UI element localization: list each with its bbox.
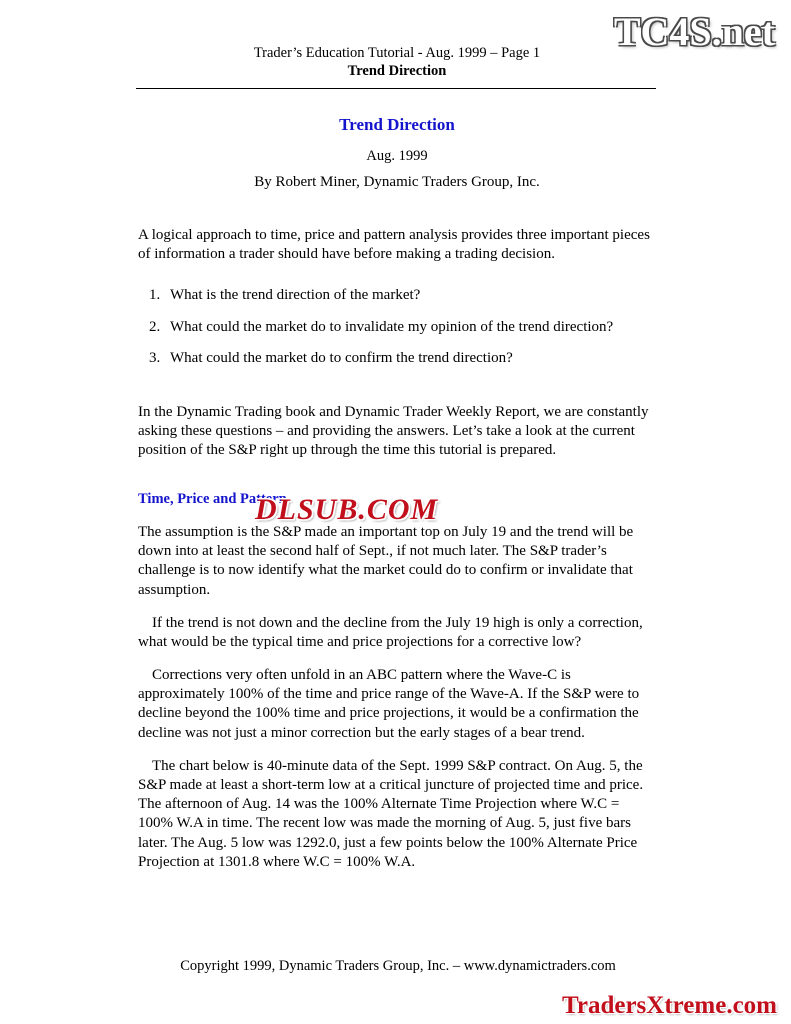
question-list [138,286,658,369]
list-item: 2. What could the market do to invalidate my opinion of the trend direction? [164,318,658,338]
watermark-dlsub: DLSUB.COM [255,493,439,526]
document-body [138,226,658,872]
after-list-paragraph: In the Dynamic Trading book and Dynamic Trader Weekly Report, we are constantly asking these questions – and providing the answers. Let’s take a look at the current position of the S&P right up through the time this tutorial is prepared. [138,403,649,459]
list-item: 1. What is the trend direction of the market? [164,286,658,306]
page-title: Trend Direction [339,115,455,134]
watermark-tradersxtreme: TradersXtreme.com [562,992,777,1019]
section-heading-time-price-pattern: Time, Price and Pattern [138,491,287,508]
document-date: Aug. 1999 [366,148,428,164]
body-paragraph-4: The chart below is 40-minute data of the Sept. 1999 S&P contract. On Aug. 5, the S&P made at least a short-term low at a critical juncture of projected time and price. The afternoon of Aug. 14 was the 100% Alternate Time Projection where W.C = 100% W.A in time. The recent low was made the morning of Aug. 5, just five bars later. The Aug. 5 low was 1292.0, just a few points below the 100% Alternate Price Projection at 1301.8 where W.C = 100% W.A. [138,757,644,870]
document-author: By Robert Miner, Dynamic Traders Group, Inc. [254,174,540,190]
header-divider [136,88,656,89]
list-item: 3. What could the market do to confirm the trend direction? [164,349,658,369]
header-line-2: Trend Direction [347,63,447,80]
body-paragraph-2: If the trend is not down and the decline from the July 19 high is only a correction, what would be the typical time and price projections for a corrective low? [138,614,643,650]
page-header [138,44,656,80]
watermark-tc4s: TC4S.net [613,9,775,54]
body-paragraph-3: Corrections very often unfold in an ABC pattern where the Wave-C is approximately 100% of the time and price range of the Wave-A. If the S&P were to decline beyond the 100% time and price projections, it would be a confirmation the decline was not just a minor correction but the early stages of a bear trend. [138,667,640,741]
intro-paragraph: A logical approach to time, price and pattern analysis provides three important pieces of information a trader should have before making a trading decision. [138,227,650,263]
body-paragraph-1: The assumption is the S&P made an important top on July 19 and the trend will be down into at least the second half of Sept., if not much later. The S&P trader’s challenge is to now identify what the market could do to confirm or invalidate that assumption. [138,523,634,598]
header-line-1: Trader’s Education Tutorial - Aug. 1999 – Page 1 [253,45,541,61]
page-footer: Copyright 1999, Dynamic Traders Group, Inc. – www.dynamictraders.com [180,958,616,974]
